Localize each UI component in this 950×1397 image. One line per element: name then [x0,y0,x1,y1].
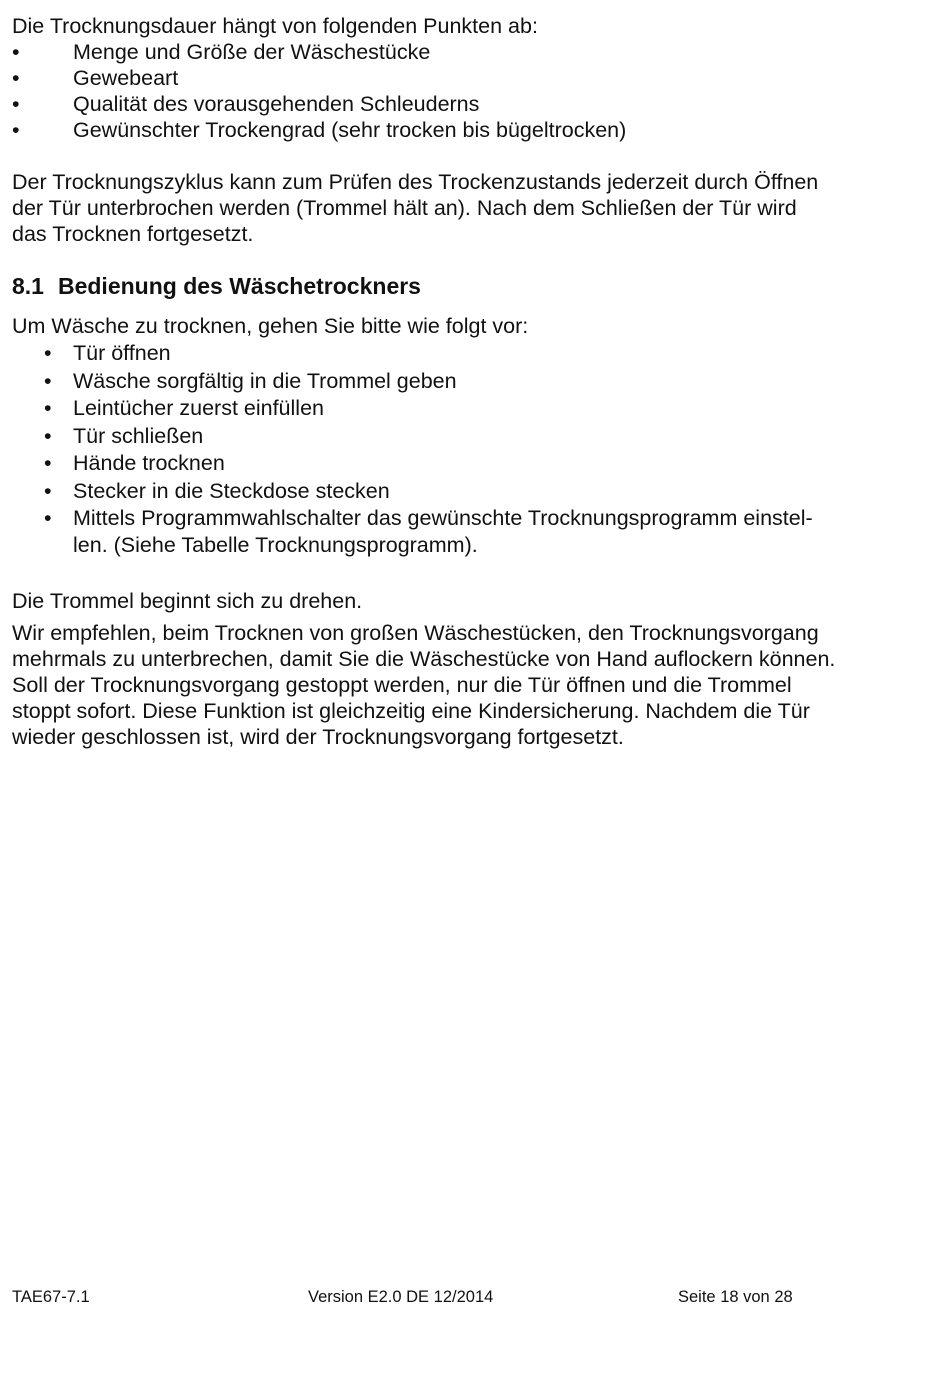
list-item: Tür öffnen [73,341,171,365]
list-item-continuation: len. (Siehe Tabelle Trocknungsprogramm). [73,533,478,557]
list-item: Mittels Programmwahlschalter das gewünschte Trocknungsprogramm einstel- [73,506,813,530]
paragraph-line: Wir empfehlen, beim Trocknen von großen Wäschestücken, den Trocknungsvorgang [12,621,819,645]
list-item: Gewebeart [73,66,179,90]
paragraph-line: der Tür unterbrochen werden (Trommel hält an). Nach dem Schließen der Tür wird [12,196,797,220]
bullet-marker: • [12,92,20,116]
list-item: Wäsche sorgfältig in die Trommel geben [73,369,457,393]
bullet-marker: • [44,341,52,365]
bullet-marker: • [12,40,20,64]
paragraph-line: Der Trocknungszyklus kann zum Prüfen des Trockenzustands jederzeit durch Öffnen [12,170,819,194]
paragraph-line: mehrmals zu unterbrechen, damit Sie die Wäschestücke von Hand auflockern können. [12,647,836,671]
paragraph-line: stoppt sofort. Diese Funktion ist gleichzeitig eine Kindersicherung. Nachdem die Tür [12,699,810,723]
list-item: Qualität des vorausgehenden Schleuderns [73,92,480,116]
list-item: Menge und Größe der Wäschestücke [73,40,431,64]
bullet-marker: • [44,369,52,393]
intro-text: Die Trocknungsdauer hängt von folgenden Punkten ab: [12,14,538,38]
paragraph-drum: Die Trommel beginnt sich zu drehen. [12,589,363,613]
list-item: Tür schließen [73,424,204,448]
list-item: Hände trocknen [73,451,225,475]
paragraph-line: das Trocknen fortgesetzt. [12,222,254,246]
bullet-marker: • [12,118,20,142]
bullet-marker: • [44,451,52,475]
list-item: Gewünschter Trockengrad (sehr trocken bis bügeltrocken) [73,118,627,142]
footer-doc-id: TAE67-7.1 [12,1288,90,1306]
footer-page-number: Seite 18 von 28 [678,1288,793,1306]
list-item: Leintücher zuerst einfüllen [73,396,324,420]
bullet-marker: • [44,396,52,420]
paragraph-line: Soll der Trocknungsvorgang gestoppt werden, nur die Tür öffnen und die Trommel [12,673,792,697]
bullet-marker: • [44,506,52,530]
bullet-marker: • [44,424,52,448]
paragraph-line: wieder geschlossen ist, wird der Trocknungsvorgang fortgesetzt. [12,725,624,749]
list-item: Stecker in die Steckdose stecken [73,479,390,503]
section-heading [12,272,421,300]
bullet-marker: • [44,479,52,503]
section-lead: Um Wäsche zu trocknen, gehen Sie bitte wie folgt vor: [12,314,529,338]
section-title: Bedienung des Wäschetrockners [57,273,421,299]
section-number: 8.1 [12,273,44,299]
bullet-marker: • [12,66,20,90]
footer-version: Version E2.0 DE 12/2014 [308,1288,494,1306]
